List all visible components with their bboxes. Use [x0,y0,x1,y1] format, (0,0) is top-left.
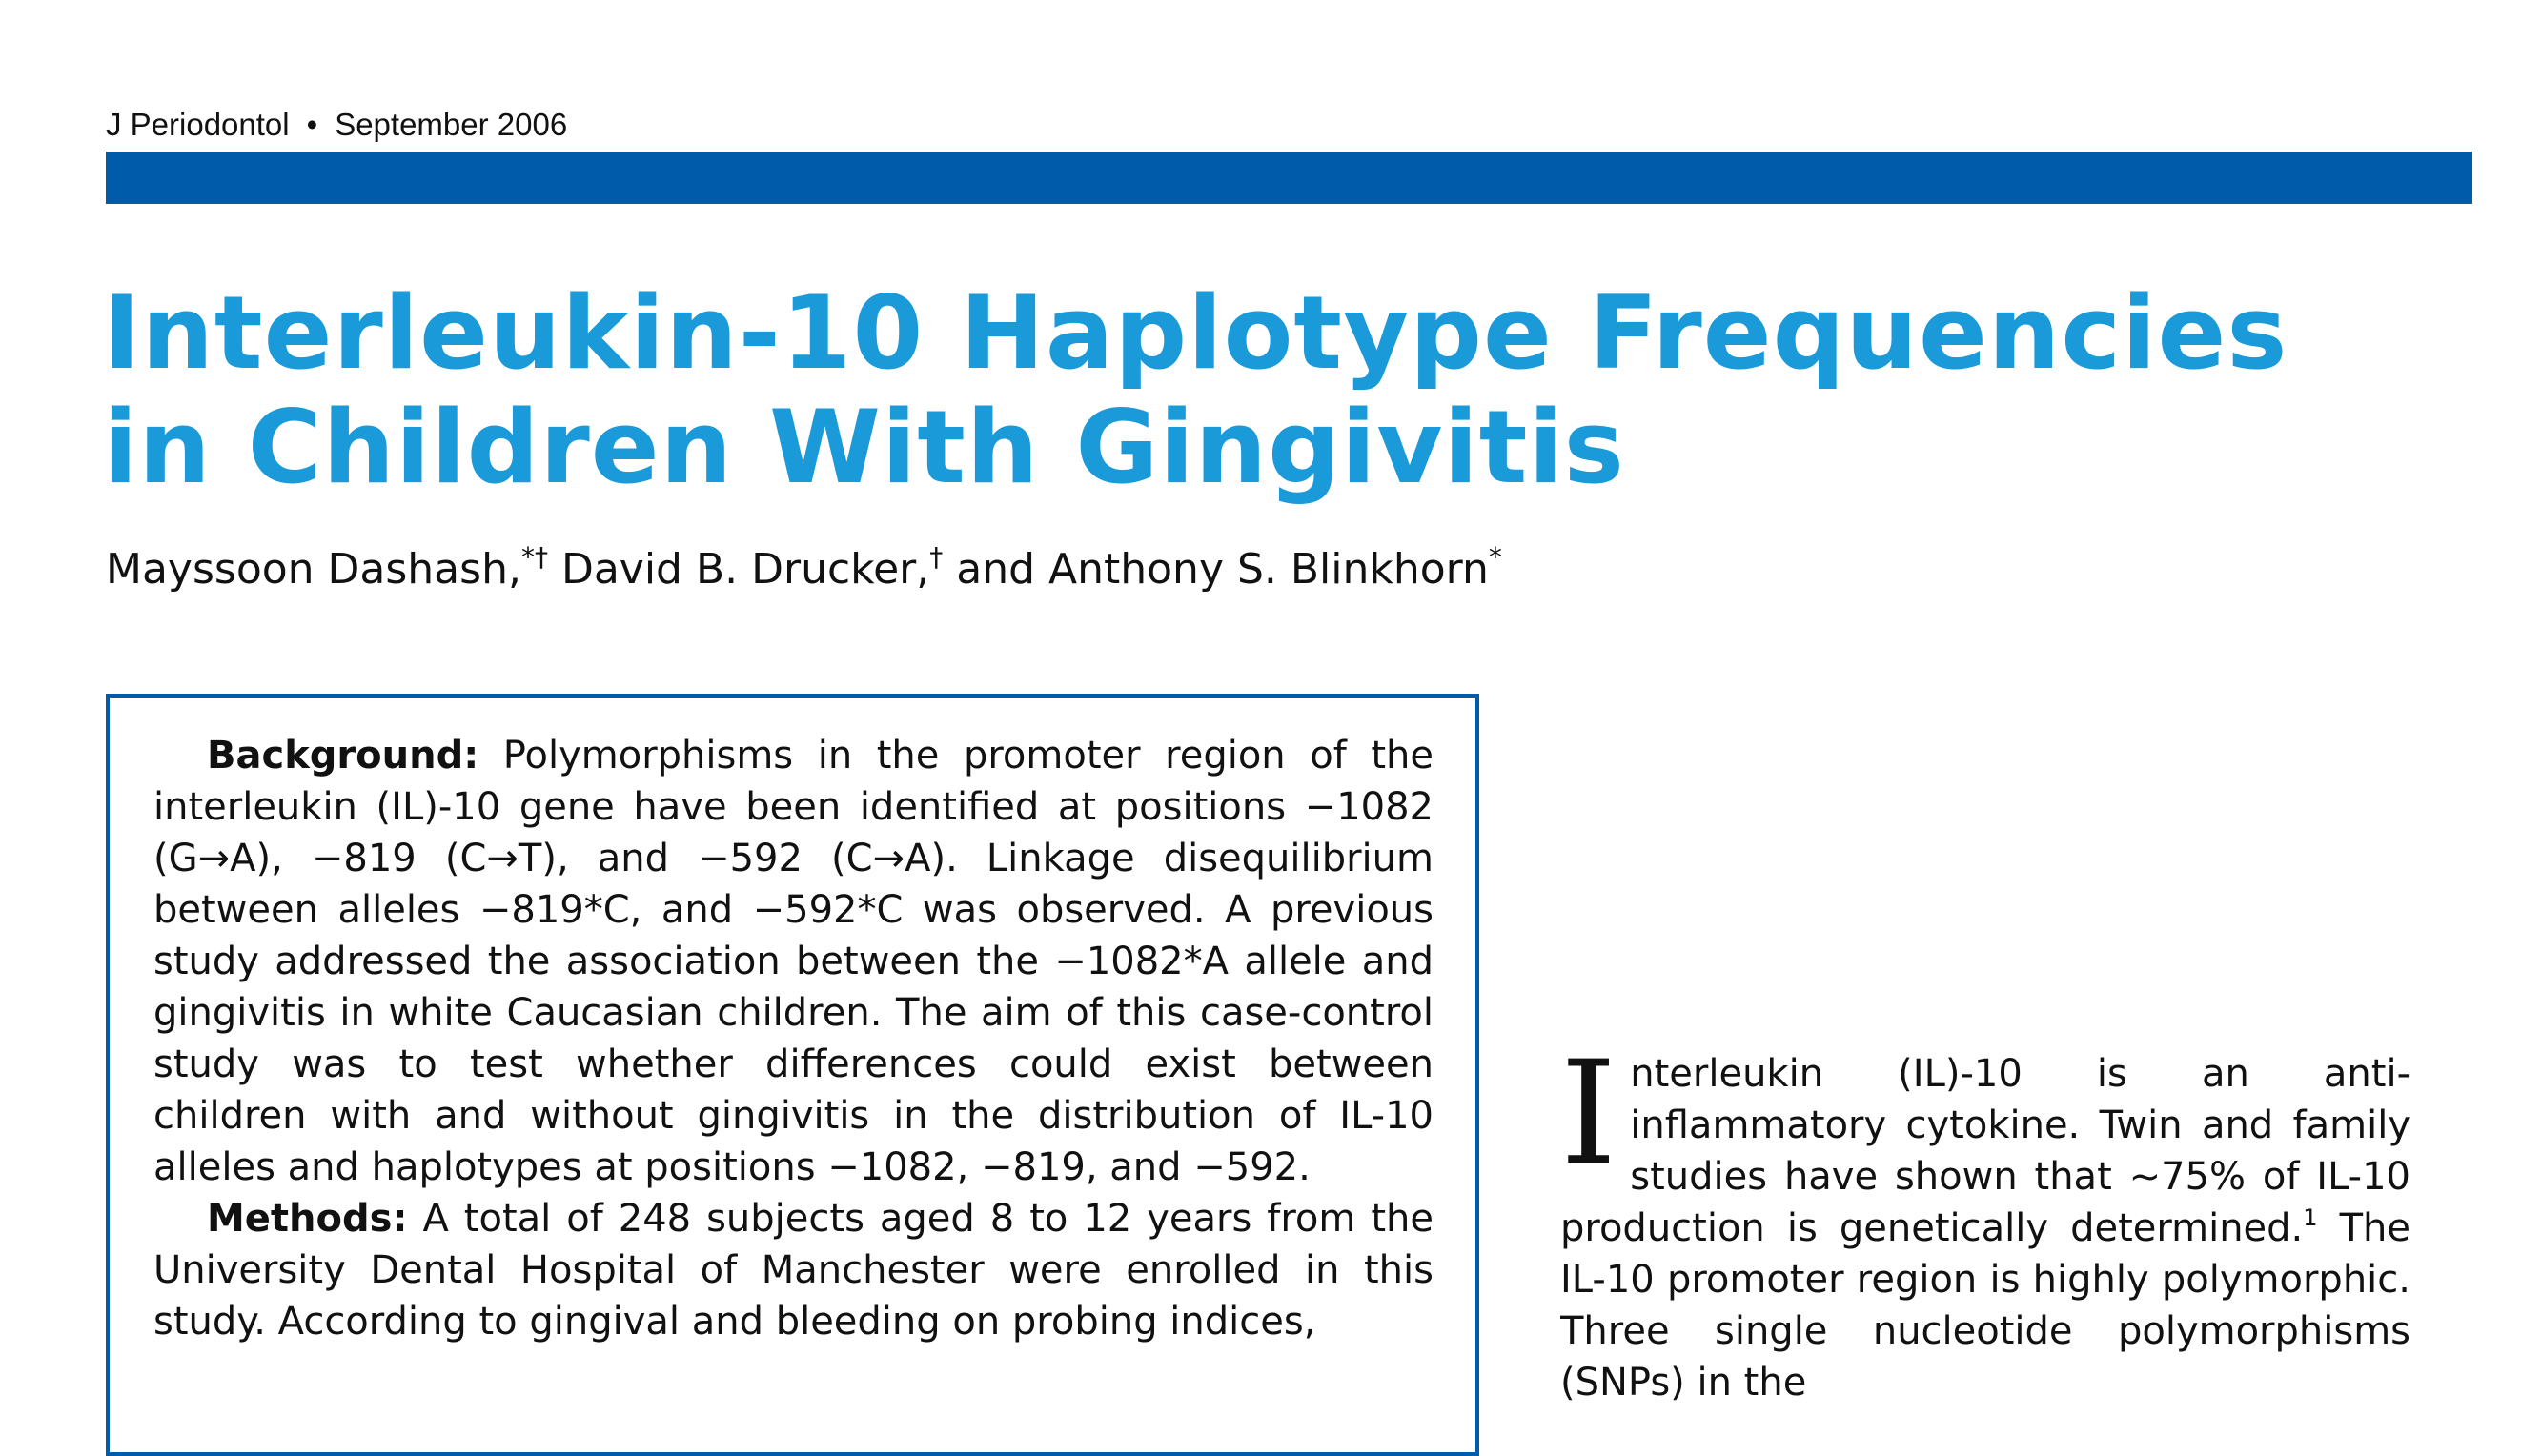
abstract-methods [153,1193,1434,1347]
background-label: Background: [207,734,479,778]
author-affiliation-marks: † [929,541,944,573]
intro-text-continued: The IL-10 promoter region is highly polymorphic. Three single nucleotide polymorphisms (SNPs) in the [1560,1206,2410,1405]
running-head [106,107,567,143]
author-affiliation-marks: * [1488,541,1502,573]
journal-name: J Periodontol [106,107,290,142]
author-name: Mayssoon Dashash, [106,545,521,594]
title-line-1: Interleukin-10 Haplotype Frequencies [103,274,2288,392]
issue-date: September 2006 [335,107,568,142]
author-affiliation-marks: *† [520,541,548,573]
body-text-column [1560,1048,2410,1448]
drop-cap: I [1560,1048,1617,1197]
header-bar [106,152,2472,204]
background-text: Polymorphisms in the promoter region of the interleukin (IL)-10 gene have been identified at positions −1082 (G→A), −819 (C→T), and −592 (C→A). Linkage disequilibrium between alleles −819*C, and −592*C was observed. A previous study addressed the association between the −1082*A allele and gingivitis in white Caucasian children. The aim of this case-control study was to test whether differences could exist between children with and without gingivitis in the distribution of IL-10 alleles and haplotypes at positions −1082, −819, and −592. [153,734,1434,1189]
running-head-separator: • [306,107,318,142]
article-title [103,276,2438,505]
reference-mark: 1 [2303,1204,2318,1231]
abstract-box [106,694,1479,1456]
methods-text: A total of 248 subjects aged 8 to 12 years from the University Dental Hospital of Manchester were enrolled in this study. According to gingival and bleeding on probing indices, [153,1197,1434,1344]
methods-label: Methods: [207,1197,408,1241]
author-list [106,541,1502,594]
intro-text: nterleukin (IL)-10 is an anti-inflammatory cytokine. Twin and family studies have shown that ~75% of IL-10 production is genetically determined. [1560,1052,2410,1250]
title-line-2: in Children With Gingivitis [103,389,1625,506]
author-name: David B. Drucker, [560,545,930,594]
author-name: and Anthony S. Blinkhorn [956,545,1489,594]
abstract-background [153,730,1434,1193]
intro-paragraph [1560,1048,2410,1408]
